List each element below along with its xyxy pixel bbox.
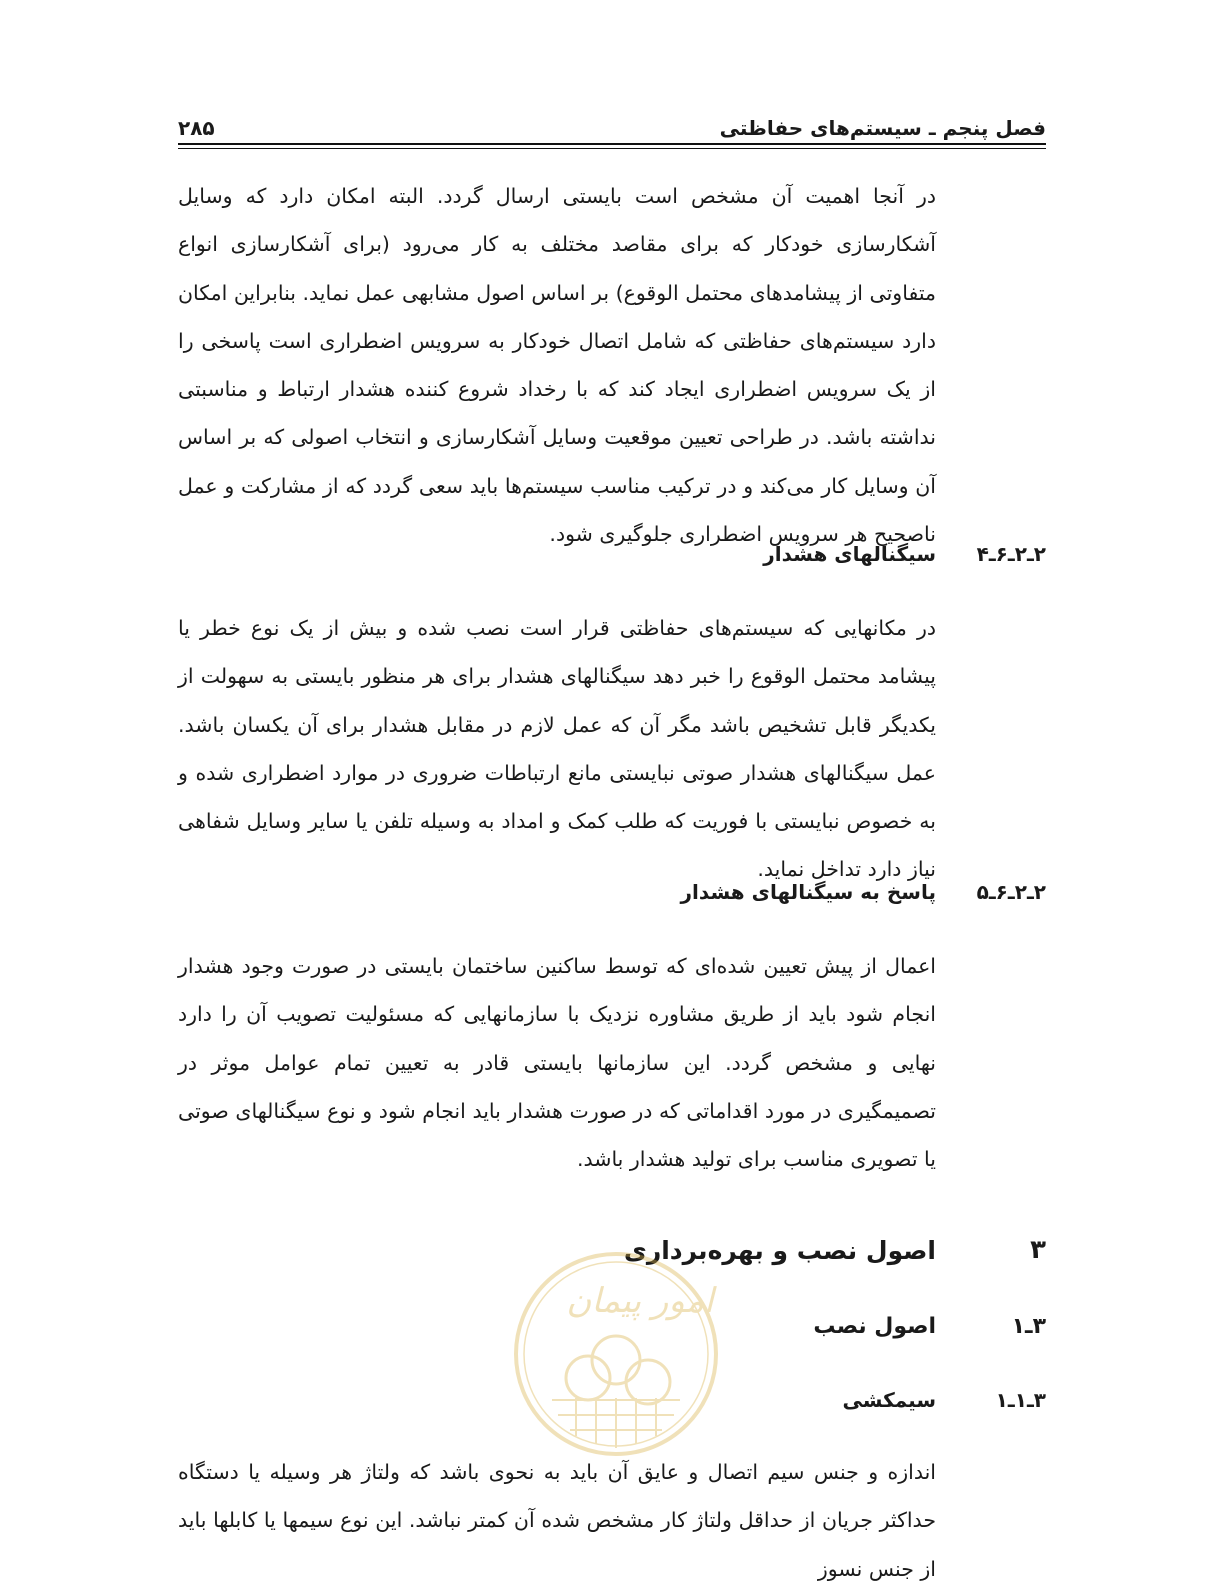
paragraph-3: اعمال از پیش تعیین شده‌ای که توسط ساکنین ساختمان بایستی در صورت وجود هشدار انجام شود باید از طریق مشاوره نزدیک با سازمانهایی که مسئولیت تصویب آن را دارد نهایی و مشخص گردد. این سازمانها بایستی قادر به تعیین تمام عوامل موثر در تصمیمگیری در مورد اقداماتی که در صورت هشدار باید انجام شود و نوع سیگنالهای صوتی یا تصویری مناسب برای تولید هشدار باشد. <box>178 954 936 1172</box>
paragraph-1: در آنجا اهمیت آن مشخص است بایستی ارسال گردد. البته امکان دارد که وسایل آشکارسازی خودکار که برای مقاصد مختلف به کار می‌رود (برای آشکارسازی انواع متفاوتی از پیشامدهای محتمل الوقوع) بر اساس اصول مشابهی عمل نماید. بنابراین امکان دارد سیستم‌های حفاظتی که شامل اتصال خودکار به سرویس اضطراری است پاسخی را از یک سرویس اضطراری ایجاد کند که با رخداد شروع کننده هشدار ارتباط و مناسبتی نداشته باشد. در طراحی تعیین موقعیت وسایل آشکارسازی و انتخاب اصولی که بر اساس آن وسایل کار می‌کند و در ترکیب مناسب سیستم‌ها باید سعی گردد که از مشارکت و عمل ناصحیح هر سرویس اضطراری جلوگیری شود. <box>178 184 936 547</box>
section-number: ۲ـ۲ـ۶ـ۵ <box>976 880 1046 904</box>
paragraph-4: اندازه و جنس سیم اتصال و عایق آن باید به نحوی باشد که ولتاژ هر وسیله یا دستگاه حداکثر جریان از حداقل ولتاژ کار مشخص شده آن کمتر نباشد. این نوع سیمها یا کابلها باید از جنس نسوز <box>178 1460 936 1581</box>
section-title: پاسخ به سیگنالهای هشدار <box>680 880 936 904</box>
section-title: اصول نصب <box>813 1313 936 1339</box>
page-number: ۲۸۵ <box>178 116 215 140</box>
section-heading-3-1-1 <box>843 1382 1046 1418</box>
section-heading-2-2-6-5 <box>681 874 1046 910</box>
paragraph-2: در مکانهایی که سیستم‌های حفاظتی قرار است نصب شده و بیش از یک نوع خطر یا پیشامد محتمل الوقوع را خبر دهد سیگنالهای هشدار برای هر منظور بایستی به سهولت از یکدیگر قابل تشخیص باشد مگر آن که عمل لازم در مقابل هشدار برای آن یکسان باشد. عمل سیگنالهای هشدار صوتی نبایستی مانع ارتباطات ضروری در موارد اضطراری شده و به خصوص نبایستی با فوریت که طلب کمک و امداد به وسیله تلفن یا سایر وسایل شفاهی نیاز دارد تداخل نماید. <box>178 616 936 882</box>
section-number: ۲ـ۲ـ۶ـ۴ <box>976 542 1046 566</box>
section-heading-3-1 <box>813 1308 1046 1344</box>
chapter-title: فصل پنجم ـ سیستم‌های حفاظتی <box>719 116 1046 140</box>
section-heading-2-2-6-4 <box>763 536 1046 572</box>
section-number: ۳ـ۱ <box>1011 1313 1046 1339</box>
section-number: ۳ <box>1030 1235 1046 1265</box>
header-rule-thick <box>178 143 1046 145</box>
svg-text:امور پیمان: امور پیمان <box>566 1281 714 1321</box>
page-header <box>178 110 1046 140</box>
watermark-seal-icon <box>512 1250 720 1458</box>
section-title: اصول نصب و بهره‌برداری <box>623 1235 936 1265</box>
header-rule-thin <box>178 148 1046 149</box>
section-title: سیمکشی <box>842 1388 936 1412</box>
section-number: ۳ـ۱ـ۱ <box>995 1388 1046 1412</box>
section-title: سیگنالهای هشدار <box>763 542 936 566</box>
